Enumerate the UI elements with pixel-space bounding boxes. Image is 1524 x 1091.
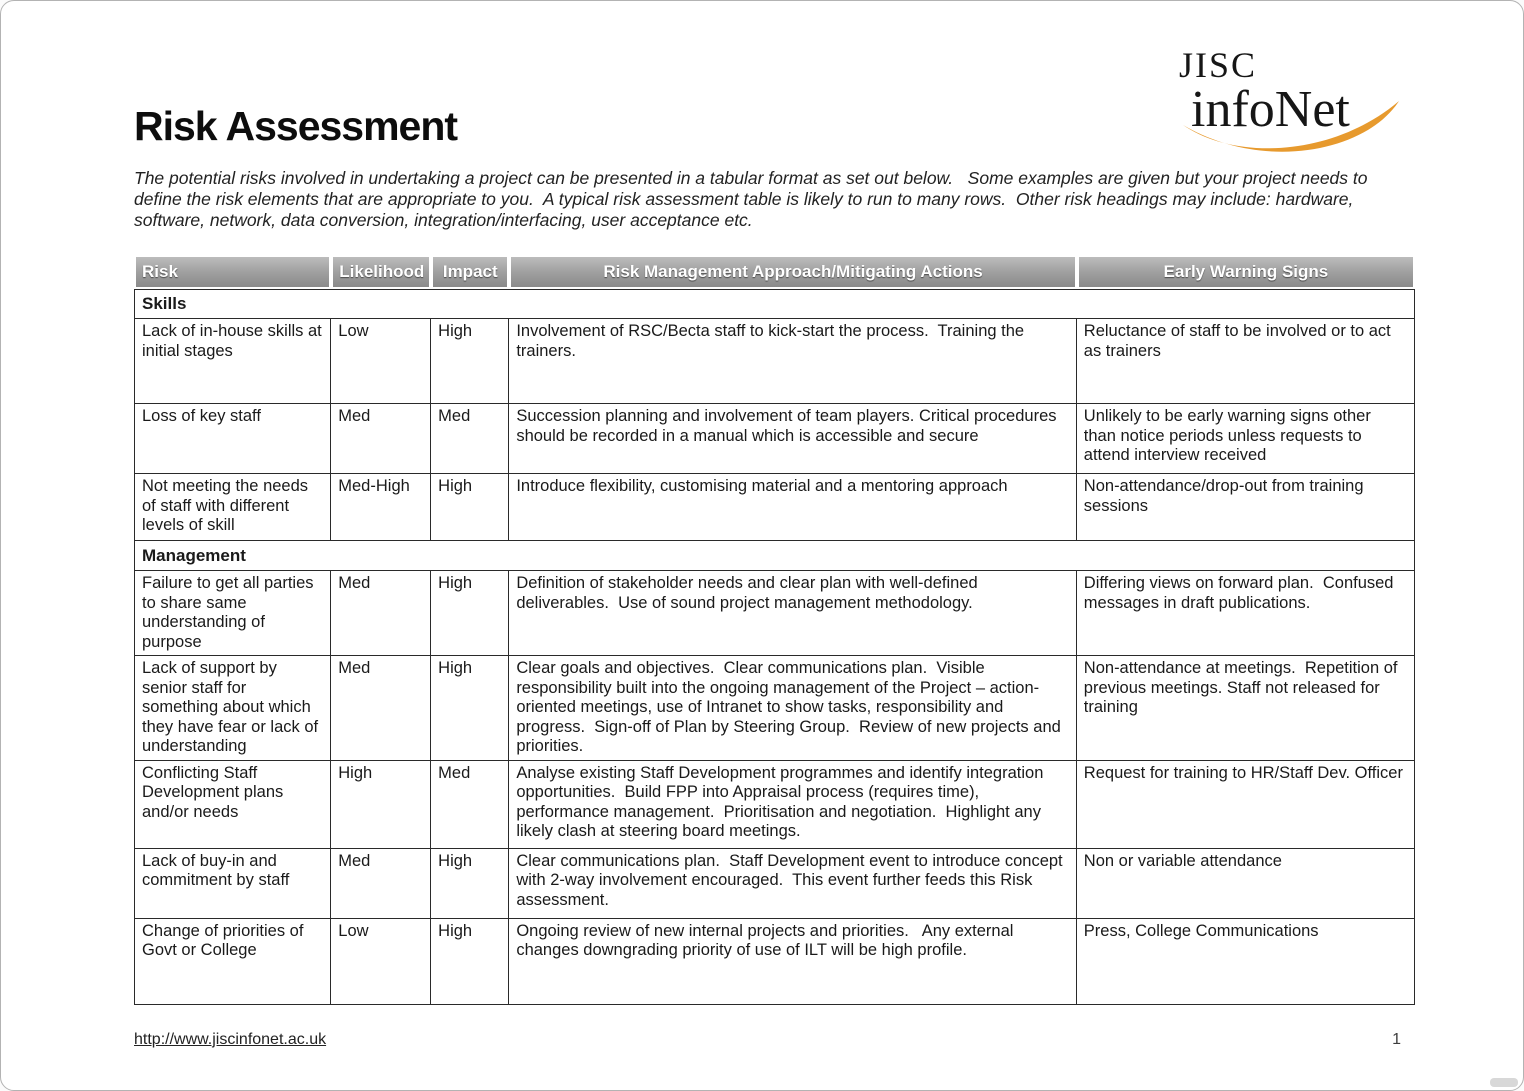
table-row bbox=[134, 919, 1415, 1005]
impact-cell: High bbox=[431, 849, 509, 919]
likelihood-cell: Med bbox=[331, 849, 431, 919]
scroll-artifact bbox=[1490, 1078, 1518, 1087]
table-row bbox=[134, 571, 1415, 656]
section-title-skills: Skills bbox=[134, 289, 1415, 319]
page-content bbox=[1, 103, 1523, 1049]
likelihood-cell: Low bbox=[331, 919, 431, 1005]
approach-cell: Analyse existing Staff Development programmes and identify integration opportunities. Build FPP into Appraisal process (requires time), performance management. Prioritisation and negotiation. Highlight any likely clash at steering board meetings. bbox=[509, 761, 1076, 849]
risk-table bbox=[134, 255, 1415, 1005]
likelihood-cell: Low bbox=[331, 319, 431, 404]
likelihood-cell: Med bbox=[331, 404, 431, 474]
impact-cell: Med bbox=[431, 404, 509, 474]
risk-cell: Change of priorities of Govt or College bbox=[134, 919, 331, 1005]
table-row bbox=[134, 849, 1415, 919]
approach-cell: Introduce flexibility, customising material and a mentoring approach bbox=[509, 474, 1076, 541]
likelihood-cell: Med-High bbox=[331, 474, 431, 541]
warning-cell: Press, College Communications bbox=[1077, 919, 1415, 1005]
approach-cell: Succession planning and involvement of team players. Critical procedures should be recorded in a manual which is accessible and secure bbox=[509, 404, 1076, 474]
page-title: Risk Assessment bbox=[134, 103, 458, 149]
likelihood-cell: High bbox=[331, 761, 431, 849]
table-row bbox=[134, 656, 1415, 761]
warning-cell: Unlikely to be early warning signs other than notice periods unless requests to attend interview received bbox=[1077, 404, 1415, 474]
intro-paragraph: The potential risks involved in undertaking a project can be presented in a tabular format as set out below. Some examples are given but your project needs to define the risk elements that are appropriate to you. A typical risk assessment table is likely to run to many rows. Other risk headings may include: hardware, software, network, data conversion, integration/interfacing, user acceptance etc. bbox=[134, 168, 1373, 230]
impact-cell: High bbox=[431, 319, 509, 404]
impact-cell: High bbox=[431, 571, 509, 656]
header-approach: Risk Management Approach/Mitigating Actions bbox=[509, 255, 1076, 289]
section-title-management: Management bbox=[134, 541, 1415, 571]
risk-cell: Lack of in-house skills at initial stages bbox=[134, 319, 331, 404]
footer-link[interactable]: http://www.jiscinfonet.ac.uk bbox=[134, 1030, 327, 1048]
header-risk: Risk bbox=[134, 255, 331, 289]
warning-cell: Non-attendance at meetings. Repetition of previous meetings. Staff not released for training bbox=[1077, 656, 1415, 761]
impact-cell: Med bbox=[431, 761, 509, 849]
table-header-row bbox=[134, 255, 1415, 289]
warning-cell: Non-attendance/drop-out from training sessions bbox=[1077, 474, 1415, 541]
approach-cell: Involvement of RSC/Becta staff to kick-start the process. Training the trainers. bbox=[509, 319, 1076, 404]
likelihood-cell: Med bbox=[331, 571, 431, 656]
logo-jisc-text: JISC bbox=[1179, 45, 1258, 85]
section-row-skills bbox=[134, 289, 1415, 319]
warning-cell: Differing views on forward plan. Confused messages in draft publications. bbox=[1077, 571, 1415, 656]
approach-cell: Clear goals and objectives. Clear communications plan. Visible responsibility built into the ongoing management of the Project – action-oriented meetings, use of Intranet to show tasks, responsibility and progress. Sign-off of Plan by Steering Group. Review of new projects and priorities. bbox=[509, 656, 1076, 761]
impact-cell: High bbox=[431, 656, 509, 761]
approach-cell: Clear communications plan. Staff Development event to introduce concept with 2-way involvement encouraged. This event further feeds this Risk assessment. bbox=[509, 849, 1076, 919]
impact-cell: High bbox=[431, 919, 509, 1005]
table-row bbox=[134, 474, 1415, 541]
header-likelihood: Likelihood bbox=[331, 255, 431, 289]
risk-cell: Lack of buy-in and commitment by staff bbox=[134, 849, 331, 919]
page-footer bbox=[134, 1031, 1415, 1049]
logo bbox=[1177, 47, 1407, 157]
header-impact: Impact bbox=[431, 255, 509, 289]
risk-cell: Lack of support by senior staff for something about which they have fear or lack of understanding bbox=[134, 656, 331, 761]
warning-cell: Reluctance of staff to be involved or to act as trainers bbox=[1077, 319, 1415, 404]
approach-cell: Definition of stakeholder needs and clear plan with well-defined deliverables. Use of sound project management methodology. bbox=[509, 571, 1076, 656]
warning-cell: Non or variable attendance bbox=[1077, 849, 1415, 919]
section-row-management bbox=[134, 541, 1415, 571]
table-row bbox=[134, 404, 1415, 474]
header-warning-signs: Early Warning Signs bbox=[1077, 255, 1415, 289]
warning-cell: Request for training to HR/Staff Dev. Officer bbox=[1077, 761, 1415, 849]
table-row bbox=[134, 761, 1415, 849]
risk-cell: Loss of key staff bbox=[134, 404, 331, 474]
approach-cell: Ongoing review of new internal projects and priorities. Any external changes downgrading priority of use of ILT will be high profile. bbox=[509, 919, 1076, 1005]
table-row bbox=[134, 319, 1415, 404]
logo-infonet-text: infoNet bbox=[1191, 81, 1350, 138]
risk-cell: Not meeting the needs of staff with different levels of skill bbox=[134, 474, 331, 541]
impact-cell: High bbox=[431, 474, 509, 541]
risk-cell: Failure to get all parties to share same understanding of purpose bbox=[134, 571, 331, 656]
likelihood-cell: Med bbox=[331, 656, 431, 761]
risk-cell: Conflicting Staff Development plans and/or needs bbox=[134, 761, 331, 849]
page-number: 1 bbox=[1392, 1030, 1401, 1048]
